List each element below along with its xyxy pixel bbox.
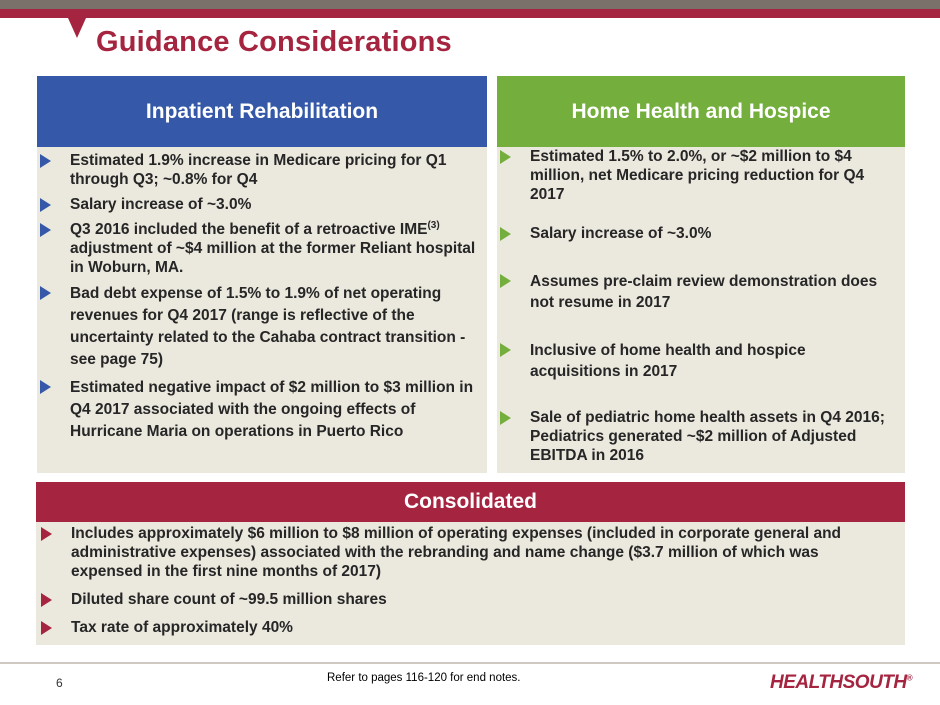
list-item [499,271,899,313]
bullet-text: Q3 2016 included the benefit of a retroactive IME [70,221,428,238]
list-item [499,224,899,243]
list-item [40,590,890,609]
arrow-bullet-icon [500,274,511,288]
consolidated-panel [36,482,905,645]
list-item [40,618,890,637]
list-item [499,147,899,204]
home-health-heading: Home Health and Hospice [497,76,905,147]
bullet-text: Bad debt expense of 1.5% to 1.9% of net operating revenues for Q4 2017 (range is reflective of the uncertainty related to the Cahaba contract transition - see page 75) [70,285,466,368]
bullet-text: Diluted share count of ~99.5 million shares [71,591,387,608]
inpatient-rehabilitation-panel [37,76,487,473]
consolidated-bullet-list [40,524,890,646]
list-item [499,340,899,382]
bullet-text: Salary increase of ~3.0% [530,225,712,242]
list-item [39,195,479,214]
arrow-bullet-icon [40,154,51,168]
end-notes-reference: Refer to pages 116-120 for end notes. [327,672,521,684]
arrow-bullet-icon [41,593,52,607]
bullet-text: Assumes pre-claim review demonstration does not resume in 2017 [530,273,878,311]
bullet-text: Includes approximately $6 million to $8 million of operating expenses (included in corporate general and administrative expenses) associated with the rebranding and name change ($3.7 million of which was expensed in the first nine months of 2017) [71,525,842,580]
bullet-text: Estimated 1.9% increase in Medicare pricing for Q1 through Q3; ~0.8% for Q4 [70,152,447,188]
bullet-text: adjustment of ~$4 million at the former Reliant hospital in Woburn, MA. [70,240,476,276]
arrow-bullet-icon [500,411,511,425]
arrow-bullet-icon [41,527,52,541]
home-health-hospice-panel [497,76,905,473]
arrow-bullet-icon [500,150,511,164]
bullet-text: Estimated 1.5% to 2.0%, or ~$2 million to $4 million, net Medicare pricing reduction for Q4 2017 [530,148,865,203]
arrow-bullet-icon [41,621,52,635]
home-health-bullet-list [499,147,899,465]
registered-mark: ® [906,673,913,683]
list-item [39,283,479,371]
inpatient-bullet-list [39,151,479,449]
bullet-text: Inclusive of home health and hospice acquisitions in 2017 [530,342,806,380]
arrow-bullet-icon [40,286,51,300]
arrow-bullet-icon [40,198,51,212]
footer-divider [0,662,940,664]
page-title: Guidance Considerations [96,26,452,58]
list-item [39,151,479,189]
bullet-text: Tax rate of approximately 40% [71,619,293,636]
arrow-bullet-icon [40,223,51,237]
top-bar-red [0,9,940,18]
bullet-text: Salary increase of ~3.0% [70,196,252,213]
logo-text: HEALTHSOUTH [770,672,907,693]
arrow-bullet-icon [500,227,511,241]
list-item [39,377,479,443]
arrow-bullet-icon [40,380,51,394]
page-number: 6 [56,676,63,690]
bullet-text: Sale of pediatric home health assets in Q4 2016; Pediatrics generated ~$2 million of Adjusted EBITDA in 2016 [530,409,885,464]
bullet-text: Estimated negative impact of $2 million to $3 million in Q4 2017 associated with the ongoing effects of Hurricane Maria on operations in Puerto Rico [70,379,474,440]
list-item [39,220,479,277]
arrow-bullet-icon [500,343,511,357]
consolidated-heading: Consolidated [36,482,905,522]
inpatient-heading: Inpatient Rehabilitation [37,76,487,147]
title-notch [68,18,86,38]
list-item [499,408,899,465]
endnote-superscript: (3) [427,219,440,231]
top-bar-gray [0,0,940,9]
healthsouth-logo [770,672,912,694]
list-item [40,524,890,581]
